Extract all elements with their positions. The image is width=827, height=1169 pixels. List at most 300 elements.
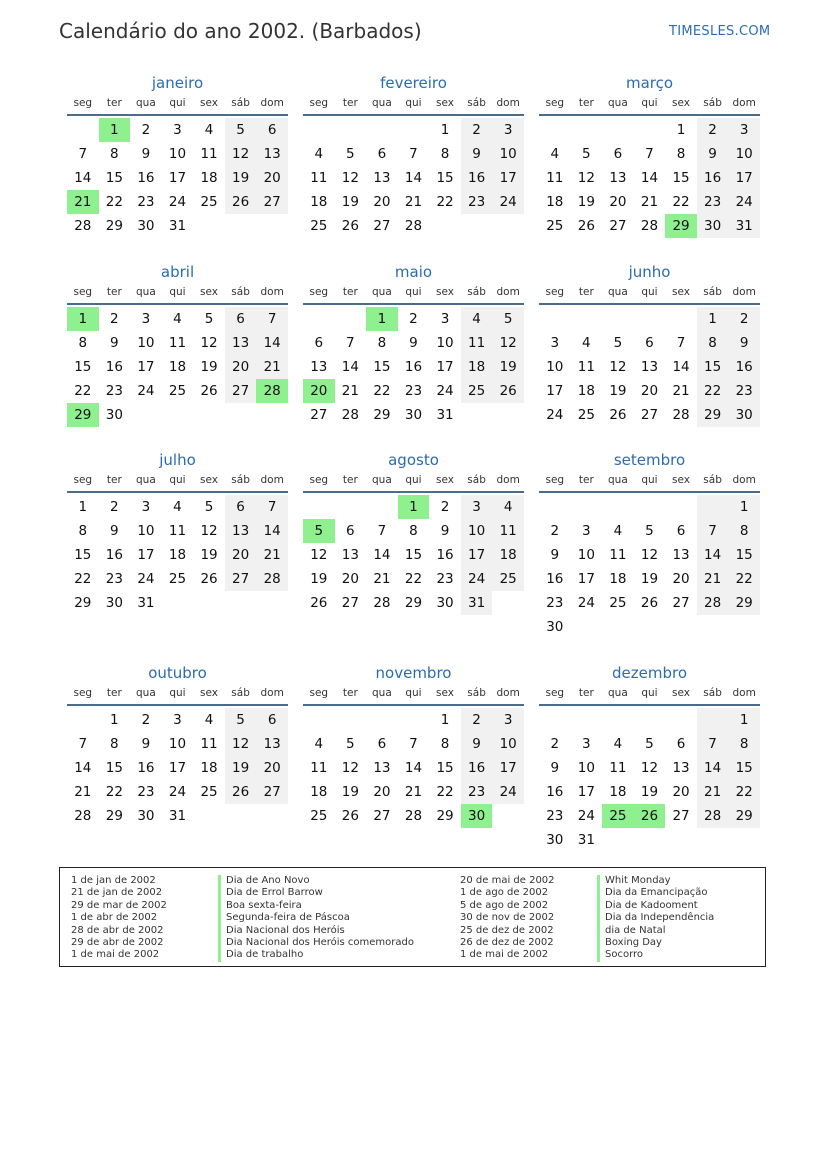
day-cell: 22 xyxy=(404,571,423,587)
day-cell: 2 xyxy=(409,311,418,327)
day-cell: 8 xyxy=(676,146,686,162)
legend-holiday-name: Dia de trabalho xyxy=(218,949,414,961)
day-cell: 12 xyxy=(577,170,595,186)
day-cell: 28 xyxy=(74,218,92,234)
day-cell: 8 xyxy=(409,523,418,539)
day-cell: 6 xyxy=(676,736,686,752)
day-cell: 8 xyxy=(728,732,760,756)
day-cell: 8 xyxy=(78,335,88,351)
day-cell: 30 xyxy=(697,214,729,238)
day-cell: 27 xyxy=(225,567,257,591)
weekday-label: sex xyxy=(436,97,455,109)
empty-day-cell xyxy=(634,118,666,142)
weekday-label: qui xyxy=(405,474,422,486)
weekday-label: seg xyxy=(545,474,565,486)
day-cell: 30 xyxy=(546,832,564,848)
day-cell: 23 xyxy=(728,379,760,403)
day-cell: 4 xyxy=(613,736,623,752)
legend-holiday-name: Whit Monday xyxy=(597,875,714,887)
day-cell: 8 xyxy=(110,736,119,752)
day-cell: 24 xyxy=(137,571,155,587)
month-name: junho xyxy=(628,263,671,281)
day-cell: 26 xyxy=(225,780,257,804)
month-name: outubro xyxy=(148,664,207,682)
days-grid xyxy=(539,708,760,852)
day-cell: 29 xyxy=(105,218,123,234)
day-cell: 7 xyxy=(409,736,418,752)
empty-day-cell xyxy=(602,495,634,519)
day-cell: 31 xyxy=(577,832,595,848)
day-cell: 13 xyxy=(225,519,257,543)
day-cell: 10 xyxy=(436,335,454,351)
day-cell: 28 xyxy=(640,218,659,234)
day-cell: 21 xyxy=(404,784,423,800)
day-cell: 8 xyxy=(728,519,760,543)
day-cell: 2 xyxy=(461,118,493,142)
day-cell: 13 xyxy=(672,760,690,776)
day-cell: 5 xyxy=(613,335,623,351)
day-cell: 22 xyxy=(74,383,92,399)
legend-holiday-name: Boa sexta-feira xyxy=(218,900,414,912)
day-cell: 28 xyxy=(373,595,391,611)
day-cell: 30 xyxy=(436,595,454,611)
day-cell: 4 xyxy=(204,122,214,138)
month-name: março xyxy=(625,74,674,92)
day-cell: 23 xyxy=(461,190,493,214)
day-cell: 6 xyxy=(225,307,257,331)
month-maio xyxy=(303,262,524,427)
day-cell: 30 xyxy=(137,218,155,234)
empty-day-cell xyxy=(366,118,398,142)
day-cell: 7 xyxy=(256,495,288,519)
month-janeiro xyxy=(67,73,288,238)
day-cell: 6 xyxy=(645,335,654,351)
day-cell: 11 xyxy=(492,519,524,543)
day-cell: 26 xyxy=(341,808,359,824)
day-cell: 4 xyxy=(613,523,623,539)
day-cell: 3 xyxy=(461,495,493,519)
day-cell: 17 xyxy=(436,359,454,375)
weekday-label: ter xyxy=(578,687,594,699)
day-cell: 22 xyxy=(436,194,454,210)
weekday-label: qua xyxy=(608,474,628,486)
day-cell: 25 xyxy=(492,567,524,591)
day-cell: 30 xyxy=(728,403,760,427)
day-cell: 7 xyxy=(645,146,654,162)
empty-day-cell xyxy=(697,495,729,519)
day-cell: 2 xyxy=(440,499,450,515)
holiday-day-cell: 21 xyxy=(67,190,99,214)
day-cell: 2 xyxy=(110,311,119,327)
day-cell: 30 xyxy=(105,595,123,611)
day-cell: 2 xyxy=(110,499,119,515)
weekday-header xyxy=(539,285,760,305)
holiday-day-cell: 25 xyxy=(602,804,634,828)
weekday-label: seg xyxy=(73,286,93,298)
day-cell: 23 xyxy=(137,194,155,210)
day-cell: 7 xyxy=(409,146,418,162)
day-cell: 4 xyxy=(582,335,591,351)
day-cell: 25 xyxy=(168,571,187,587)
empty-day-cell xyxy=(571,307,603,331)
day-cell: 7 xyxy=(78,146,88,162)
day-cell: 2 xyxy=(550,523,560,539)
day-cell: 17 xyxy=(461,543,493,567)
day-cell: 23 xyxy=(697,190,729,214)
day-cell: 9 xyxy=(461,142,493,166)
legend-holiday-name: Boxing Day xyxy=(597,937,714,949)
day-cell: 12 xyxy=(225,732,257,756)
day-cell: 17 xyxy=(492,166,524,190)
day-cell: 26 xyxy=(200,383,218,399)
empty-day-cell xyxy=(634,307,666,331)
day-cell: 22 xyxy=(728,780,760,804)
weekday-label: sex xyxy=(200,286,219,298)
day-cell: 27 xyxy=(672,808,690,824)
empty-day-cell xyxy=(335,708,367,732)
day-cell: 3 xyxy=(728,118,760,142)
weekday-label: qua xyxy=(136,687,156,699)
day-cell: 16 xyxy=(461,166,493,190)
day-cell: 13 xyxy=(373,760,391,776)
day-cell: 6 xyxy=(256,118,288,142)
holiday-day-cell: 5 xyxy=(303,519,335,543)
brand-link[interactable]: TIMESLES.COM xyxy=(669,24,771,39)
day-cell: 1 xyxy=(728,495,760,519)
day-cell: 13 xyxy=(310,359,328,375)
day-cell: 3 xyxy=(550,335,560,351)
day-cell: 26 xyxy=(492,379,524,403)
day-cell: 21 xyxy=(672,383,690,399)
day-cell: 8 xyxy=(697,331,729,355)
weekday-label: dom xyxy=(260,474,284,486)
empty-day-cell xyxy=(665,495,697,519)
day-cell: 25 xyxy=(200,784,218,800)
holiday-day-cell: 1 xyxy=(67,307,99,331)
day-cell: 23 xyxy=(404,383,423,399)
day-cell: 5 xyxy=(204,311,214,327)
day-cell: 9 xyxy=(440,523,450,539)
day-cell: 14 xyxy=(697,543,729,567)
day-cell: 5 xyxy=(225,708,257,732)
day-cell: 28 xyxy=(672,407,690,423)
weekday-label: ter xyxy=(342,474,358,486)
days-grid xyxy=(67,708,288,828)
day-cell: 16 xyxy=(728,355,760,379)
legend-dates-left xyxy=(71,875,167,962)
weekday-label: dom xyxy=(260,286,284,298)
day-cell: 3 xyxy=(173,122,182,138)
day-cell: 28 xyxy=(341,407,359,423)
weekday-header xyxy=(303,686,524,706)
empty-day-cell xyxy=(303,307,335,331)
weekday-label: sáb xyxy=(703,97,722,109)
day-cell: 18 xyxy=(546,194,564,210)
day-cell: 29 xyxy=(436,808,454,824)
day-cell: 27 xyxy=(256,190,288,214)
month-outubro xyxy=(67,663,288,828)
day-cell: 27 xyxy=(256,780,288,804)
empty-day-cell xyxy=(303,118,335,142)
weekday-label: qui xyxy=(169,286,186,298)
legend-holiday-name: Dia Nacional dos Heróis comemorado xyxy=(218,937,414,949)
day-cell: 2 xyxy=(141,712,151,728)
weekday-label: sáb xyxy=(467,286,486,298)
weekday-label: qua xyxy=(608,687,628,699)
day-cell: 13 xyxy=(640,359,659,375)
day-cell: 27 xyxy=(672,595,690,611)
month-julho xyxy=(67,450,288,615)
day-cell: 12 xyxy=(640,547,659,563)
day-cell: 14 xyxy=(373,547,391,563)
day-cell: 29 xyxy=(404,595,423,611)
day-cell: 9 xyxy=(141,146,151,162)
holiday-day-cell: 30 xyxy=(461,804,493,828)
weekday-label: sáb xyxy=(231,474,250,486)
weekday-label: sex xyxy=(672,687,691,699)
empty-day-cell xyxy=(634,495,666,519)
day-cell: 27 xyxy=(609,218,627,234)
day-cell: 26 xyxy=(640,595,659,611)
day-cell: 13 xyxy=(256,142,288,166)
day-cell: 11 xyxy=(168,523,187,539)
day-cell: 2 xyxy=(461,708,493,732)
month-setembro xyxy=(539,450,760,639)
holiday-day-cell: 29 xyxy=(67,403,99,427)
day-cell: 26 xyxy=(200,571,218,587)
day-cell: 28 xyxy=(404,218,423,234)
day-cell: 15 xyxy=(105,760,123,776)
day-cell: 1 xyxy=(440,122,450,138)
weekday-label: qua xyxy=(608,286,628,298)
day-cell: 16 xyxy=(546,784,564,800)
day-cell: 17 xyxy=(168,170,187,186)
day-cell: 23 xyxy=(546,595,564,611)
day-cell: 16 xyxy=(461,756,493,780)
day-cell: 20 xyxy=(672,784,690,800)
day-cell: 26 xyxy=(225,190,257,214)
legend-date: 1 de mai de 2002 xyxy=(460,949,549,961)
legend-date: 21 de jan de 2002 xyxy=(71,887,163,899)
day-cell: 22 xyxy=(105,784,123,800)
day-cell: 11 xyxy=(609,760,627,776)
empty-day-cell xyxy=(602,118,634,142)
month-dezembro xyxy=(539,663,760,852)
empty-day-cell xyxy=(539,118,571,142)
empty-day-cell xyxy=(67,118,99,142)
day-cell: 10 xyxy=(492,142,524,166)
day-cell: 25 xyxy=(546,218,564,234)
month-name: maio xyxy=(394,263,433,281)
day-cell: 25 xyxy=(200,194,218,210)
days-grid xyxy=(67,118,288,238)
day-cell: 14 xyxy=(256,331,288,355)
month-name: janeiro xyxy=(151,74,204,92)
weekday-label: sex xyxy=(200,97,219,109)
weekday-label: ter xyxy=(106,687,122,699)
day-cell: 24 xyxy=(492,780,524,804)
day-cell: 10 xyxy=(546,359,564,375)
day-cell: 18 xyxy=(492,543,524,567)
holiday-day-cell: 1 xyxy=(398,495,430,519)
empty-day-cell xyxy=(539,495,571,519)
holiday-day-cell: 28 xyxy=(256,379,288,403)
day-cell: 13 xyxy=(672,547,690,563)
day-cell: 4 xyxy=(173,311,182,327)
days-grid xyxy=(67,307,288,427)
day-cell: 5 xyxy=(225,118,257,142)
day-cell: 11 xyxy=(461,331,493,355)
day-cell: 15 xyxy=(436,170,454,186)
day-cell: 22 xyxy=(672,194,690,210)
day-cell: 1 xyxy=(110,712,119,728)
day-cell: 14 xyxy=(74,170,92,186)
day-cell: 4 xyxy=(173,499,182,515)
month-name: julho xyxy=(159,451,196,469)
month-name: novembro xyxy=(375,664,452,682)
empty-day-cell xyxy=(697,708,729,732)
day-cell: 22 xyxy=(436,784,454,800)
weekday-label: qua xyxy=(372,97,392,109)
weekday-label: qui xyxy=(169,474,186,486)
day-cell: 28 xyxy=(404,808,423,824)
day-cell: 23 xyxy=(105,383,123,399)
day-cell: 3 xyxy=(492,118,524,142)
legend-date: 1 de abr de 2002 xyxy=(71,912,158,924)
empty-day-cell xyxy=(366,495,398,519)
weekday-label: qui xyxy=(169,687,186,699)
day-cell: 30 xyxy=(404,407,423,423)
weekday-label: seg xyxy=(309,286,329,298)
day-cell: 16 xyxy=(546,571,564,587)
day-cell: 24 xyxy=(461,567,493,591)
day-cell: 18 xyxy=(609,784,627,800)
weekday-label: seg xyxy=(73,97,93,109)
day-cell: 27 xyxy=(225,379,257,403)
day-cell: 14 xyxy=(404,170,423,186)
empty-day-cell xyxy=(366,708,398,732)
day-cell: 30 xyxy=(105,407,123,423)
day-cell: 3 xyxy=(141,499,151,515)
days-grid xyxy=(67,495,288,615)
day-cell: 2 xyxy=(697,118,729,142)
day-cell: 9 xyxy=(461,732,493,756)
day-cell: 6 xyxy=(256,708,288,732)
day-cell: 16 xyxy=(105,359,123,375)
weekday-label: sáb xyxy=(231,687,250,699)
day-cell: 21 xyxy=(697,780,729,804)
weekday-label: sex xyxy=(436,474,455,486)
day-cell: 13 xyxy=(373,170,391,186)
day-cell: 31 xyxy=(436,407,454,423)
day-cell: 7 xyxy=(256,307,288,331)
weekday-label: dom xyxy=(496,474,520,486)
holiday-day-cell: 20 xyxy=(303,379,335,403)
day-cell: 13 xyxy=(341,547,359,563)
day-cell: 11 xyxy=(310,760,328,776)
day-cell: 19 xyxy=(640,784,659,800)
day-cell: 19 xyxy=(640,571,659,587)
empty-day-cell xyxy=(539,708,571,732)
holiday-day-cell: 1 xyxy=(366,307,398,331)
day-cell: 6 xyxy=(377,736,387,752)
days-grid xyxy=(539,118,760,238)
empty-day-cell xyxy=(303,708,335,732)
day-cell: 1 xyxy=(697,307,729,331)
empty-day-cell xyxy=(634,708,666,732)
day-cell: 24 xyxy=(436,383,454,399)
day-cell: 9 xyxy=(141,736,151,752)
day-cell: 22 xyxy=(74,571,92,587)
legend-holiday-name: Dia de Ano Novo xyxy=(218,875,414,887)
holiday-day-cell: 26 xyxy=(634,804,666,828)
empty-day-cell xyxy=(303,495,335,519)
day-cell: 17 xyxy=(546,383,564,399)
day-cell: 12 xyxy=(341,760,359,776)
day-cell: 21 xyxy=(404,194,423,210)
day-cell: 15 xyxy=(672,170,690,186)
weekday-label: qua xyxy=(136,286,156,298)
empty-day-cell xyxy=(602,708,634,732)
day-cell: 15 xyxy=(728,756,760,780)
day-cell: 12 xyxy=(640,760,659,776)
day-cell: 10 xyxy=(168,736,187,752)
day-cell: 20 xyxy=(256,756,288,780)
month-name: abril xyxy=(160,263,195,281)
weekday-label: ter xyxy=(342,687,358,699)
day-cell: 23 xyxy=(105,571,123,587)
day-cell: 12 xyxy=(310,547,328,563)
day-cell: 27 xyxy=(373,808,391,824)
day-cell: 17 xyxy=(137,547,155,563)
month-fevereiro xyxy=(303,73,524,238)
weekday-header xyxy=(303,96,524,116)
empty-day-cell xyxy=(335,118,367,142)
weekday-label: qua xyxy=(136,474,156,486)
day-cell: 22 xyxy=(105,194,123,210)
day-cell: 12 xyxy=(609,359,627,375)
weekday-label: sáb xyxy=(467,474,486,486)
day-cell: 23 xyxy=(436,571,454,587)
weekday-label: seg xyxy=(545,286,565,298)
weekday-label: dom xyxy=(260,97,284,109)
day-cell: 23 xyxy=(461,780,493,804)
day-cell: 11 xyxy=(200,736,218,752)
day-cell: 14 xyxy=(341,359,359,375)
day-cell: 1 xyxy=(440,712,450,728)
day-cell: 27 xyxy=(310,407,328,423)
empty-day-cell xyxy=(602,307,634,331)
weekday-label: sex xyxy=(200,687,219,699)
day-cell: 13 xyxy=(609,170,627,186)
day-cell: 15 xyxy=(436,760,454,776)
day-cell: 4 xyxy=(314,146,324,162)
weekday-label: ter xyxy=(106,286,122,298)
day-cell: 21 xyxy=(74,784,92,800)
day-cell: 16 xyxy=(404,359,423,375)
day-cell: 9 xyxy=(110,335,119,351)
weekday-label: sex xyxy=(672,474,691,486)
day-cell: 7 xyxy=(697,519,729,543)
weekday-label: ter xyxy=(578,97,594,109)
day-cell: 25 xyxy=(168,383,187,399)
day-cell: 5 xyxy=(346,736,355,752)
empty-day-cell xyxy=(398,118,430,142)
day-cell: 31 xyxy=(728,214,760,238)
day-cell: 9 xyxy=(728,331,760,355)
month-name: setembro xyxy=(613,451,686,469)
weekday-header xyxy=(303,285,524,305)
